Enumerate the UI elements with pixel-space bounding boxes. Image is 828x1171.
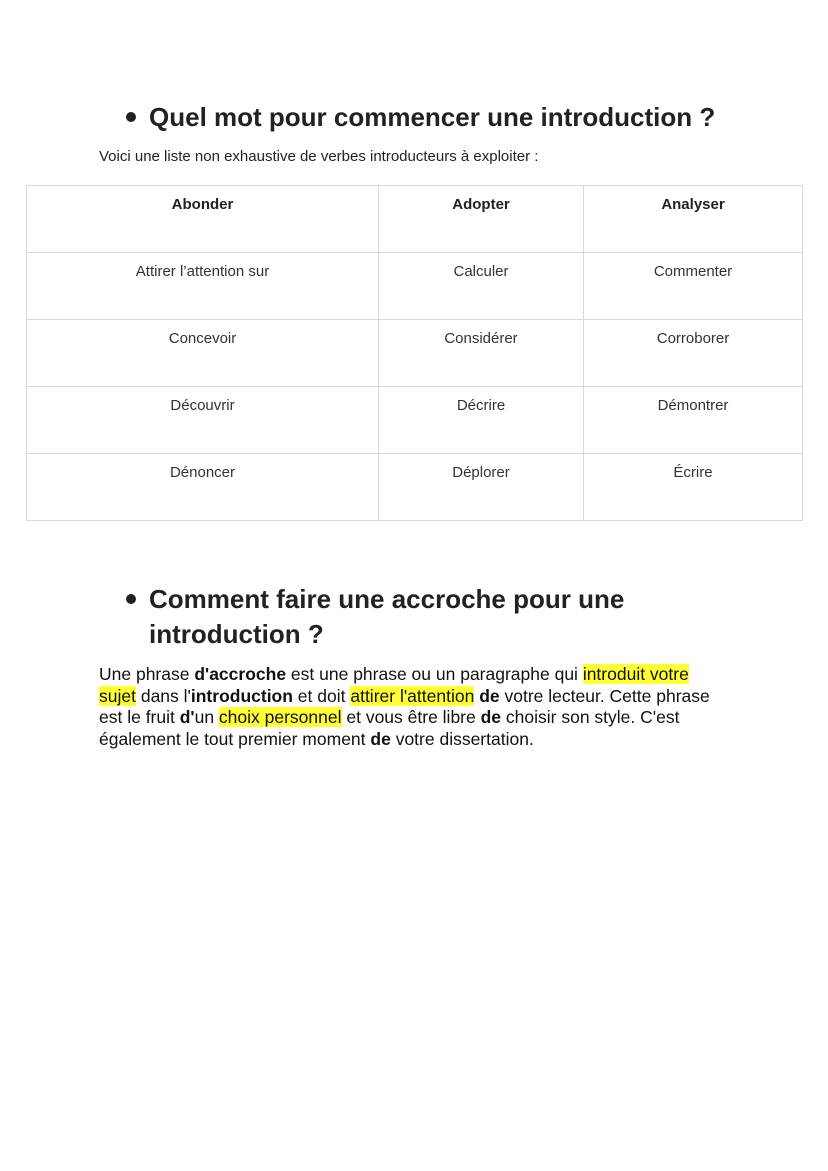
table-row [27, 320, 803, 387]
bold-term: de [370, 728, 391, 749]
table-row [27, 253, 803, 320]
table-cell: Considérer [379, 320, 584, 387]
table-cell: Déplorer [379, 454, 584, 521]
text-segment: est une phrase ou un paragraphe qui [286, 664, 583, 684]
table-cell: Démontrer [584, 387, 803, 454]
table-cell: Calculer [379, 253, 584, 320]
text-segment: et vous être libre [341, 707, 481, 727]
table-row [27, 454, 803, 521]
table-cell: Écrire [584, 454, 803, 521]
bullet-icon [126, 594, 136, 604]
heading-title: Comment faire une accroche pour une introduction ? [149, 584, 625, 649]
table-cell: Corroborer [584, 320, 803, 387]
verbs-table [26, 185, 803, 521]
hook-paragraph [99, 664, 719, 750]
bold-term: d'accroche [194, 664, 287, 684]
bold-term: d' [179, 707, 195, 727]
highlighted-text: introduit votre sujet [99, 664, 689, 706]
table-header-cell: Analyser [584, 186, 803, 253]
heading-title: Quel mot pour commencer une introduction ? [149, 102, 716, 132]
text-segment: dans l' [135, 685, 191, 706]
text-segment: votre dissertation. [390, 728, 534, 749]
table-row [27, 387, 803, 454]
text-segment: choisir son style. C'est également le tout premier moment [99, 707, 680, 749]
text-segment: et doit [292, 685, 351, 706]
table-cell: Dénoncer [27, 454, 379, 521]
text-segment: votre lecteur. Cette phrase est le fruit [99, 685, 710, 727]
table-cell: Attirer l’attention sur [27, 253, 379, 320]
text-segment: un [194, 707, 219, 727]
table-cell: Décrire [379, 387, 584, 454]
table-cell: Découvrir [27, 387, 379, 454]
table-header-cell: Adopter [379, 186, 584, 253]
bold-term: introduction [190, 685, 293, 706]
bullet-icon [126, 112, 136, 122]
table-cell: Commenter [584, 253, 803, 320]
table-header-row [27, 186, 803, 253]
bold-term: de [479, 685, 500, 706]
intro-text: Voici une liste non exhaustive de verbes introducteurs à exploiter : [99, 148, 539, 165]
text-segment: Une phrase [99, 664, 195, 684]
highlighted-text: choix personnel [218, 707, 342, 727]
table-header-cell: Abonder [27, 186, 379, 253]
highlighted-text: attirer l'attention [350, 685, 475, 706]
table-cell: Concevoir [27, 320, 379, 387]
bold-term: de [480, 707, 502, 727]
